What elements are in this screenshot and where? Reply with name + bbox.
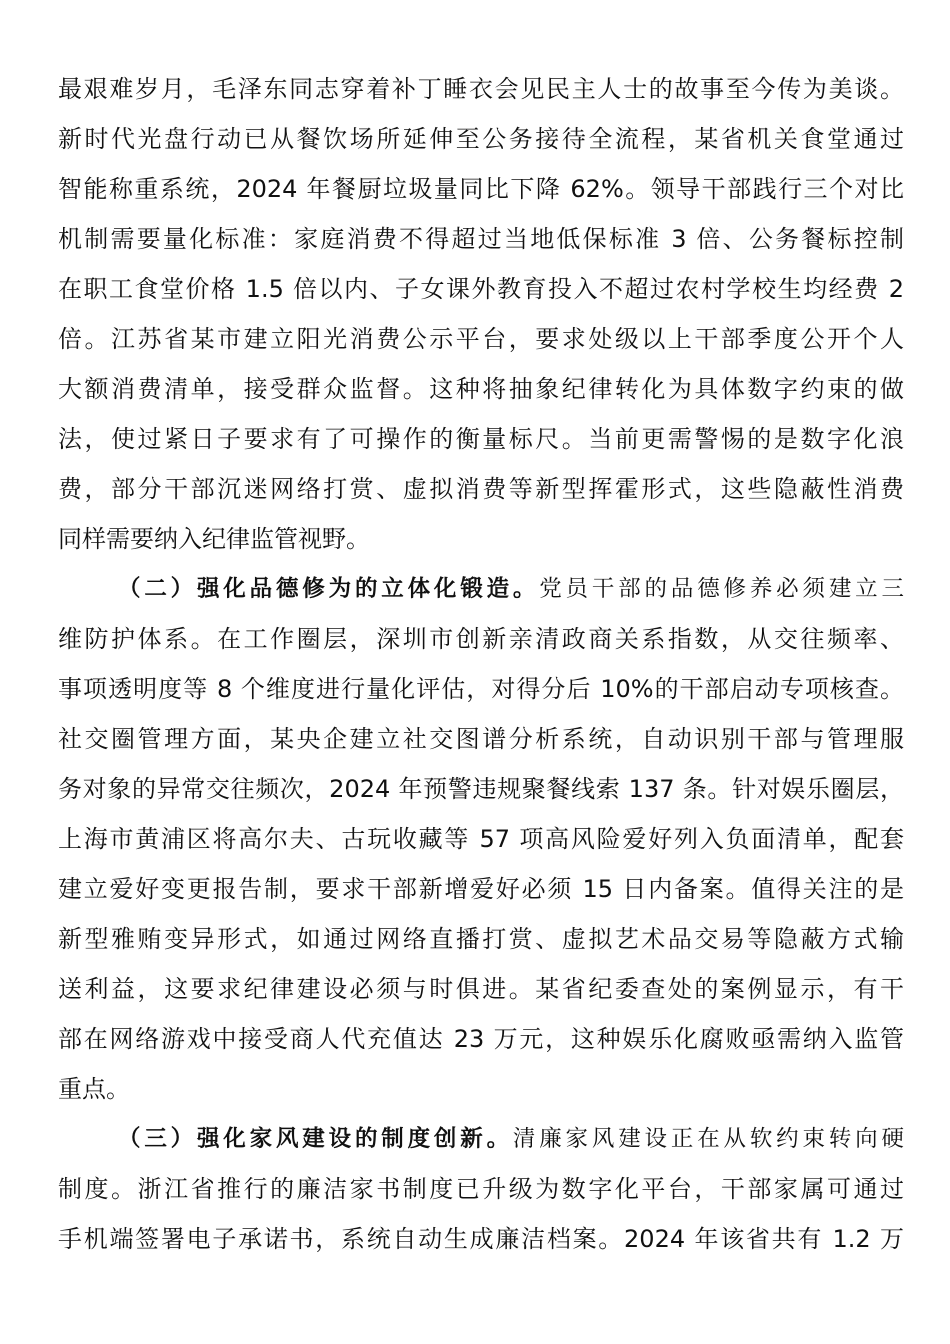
text-span: 党员干部的品德修养必须建立三 (539, 576, 904, 602)
section-heading: （二）强化品德修为的立体化锻造。 (118, 576, 540, 602)
text-line: 法，使过紧日子要求有了可操作的衡量标尺。当前更需警惕的是数字化浪 (58, 425, 904, 453)
paragraph-3 (58, 1114, 904, 1264)
text-line: 机制需要量化标准：家庭消费不得超过当地低保标准 3 倍、公务餐标控制 (58, 225, 904, 253)
section-heading: （三）强化家风建设的制度创新。 (118, 1126, 513, 1152)
text-line: 重点。 (58, 1075, 130, 1103)
text-line: 建立爱好变更报告制，要求干部新增爱好必须 15 日内备案。值得关注的是 (58, 875, 904, 903)
paragraph-1 (58, 64, 904, 564)
text-line: 倍。江苏省某市建立阳光消费公示平台，要求处级以上干部季度公开个人 (58, 325, 904, 353)
text-line: 大额消费清单，接受群众监督。这种将抽象纪律转化为具体数字约束的做 (58, 375, 904, 403)
paragraph-first-line (58, 564, 904, 614)
text-line: 事项透明度等 8 个维度进行量化评估，对得分后 10%的干部启动专项核查。 (58, 675, 904, 703)
text-line: 新时代光盘行动已从餐饮场所延伸至公务接待全流程，某省机关食堂通过 (58, 125, 904, 153)
text-line: 费，部分干部沉迷网络打赏、虚拟消费等新型挥霍形式，这些隐蔽性消费 (58, 475, 904, 503)
text-line: 务对象的异常交往频次，2024 年预警违规聚餐线索 137 条。针对娱乐圈层， (58, 775, 904, 803)
text-line: 同样需要纳入纪律监管视野。 (58, 525, 370, 553)
text-line: 最艰难岁月，毛泽东同志穿着补丁睡衣会见民主人士的故事至今传为美谈。 (58, 75, 904, 103)
text-line: 送利益，这要求纪律建设必须与时俱进。某省纪委查处的案例显示，有干 (58, 975, 904, 1003)
text-line: 社交圈管理方面，某央企建立社交图谱分析系统，自动识别干部与管理服 (58, 725, 904, 753)
paragraph-first-line (58, 1114, 904, 1164)
text-line: 新型雅贿变异形式，如通过网络直播打赏、虚拟艺术品交易等隐蔽方式输 (58, 925, 904, 953)
text-line: 智能称重系统，2024 年餐厨垃圾量同比下降 62%。领导干部践行三个对比 (58, 175, 904, 203)
text-line: 部在网络游戏中接受商人代充值达 23 万元，这种娱乐化腐败亟需纳入监管 (58, 1025, 904, 1053)
text-line: 维防护体系。在工作圈层，深圳市创新亲清政商关系指数，从交往频率、 (58, 625, 904, 653)
text-line: 在职工食堂价格 1.5 倍以内、子女课外教育投入不超过农村学校生均经费 2 (58, 275, 904, 303)
text-line: 手机端签署电子承诺书，系统自动生成廉洁档案。2024 年该省共有 1.2 万 (58, 1225, 904, 1253)
text-line: 制度。浙江省推行的廉洁家书制度已升级为数字化平台，干部家属可通过 (58, 1175, 904, 1203)
text-span: 清廉家风建设正在从软约束转向硬 (512, 1126, 904, 1152)
paragraph-2 (58, 564, 904, 1114)
document-page (58, 64, 904, 1264)
text-line: 上海市黄浦区将高尔夫、古玩收藏等 57 项高风险爱好列入负面清单，配套 (58, 825, 904, 853)
